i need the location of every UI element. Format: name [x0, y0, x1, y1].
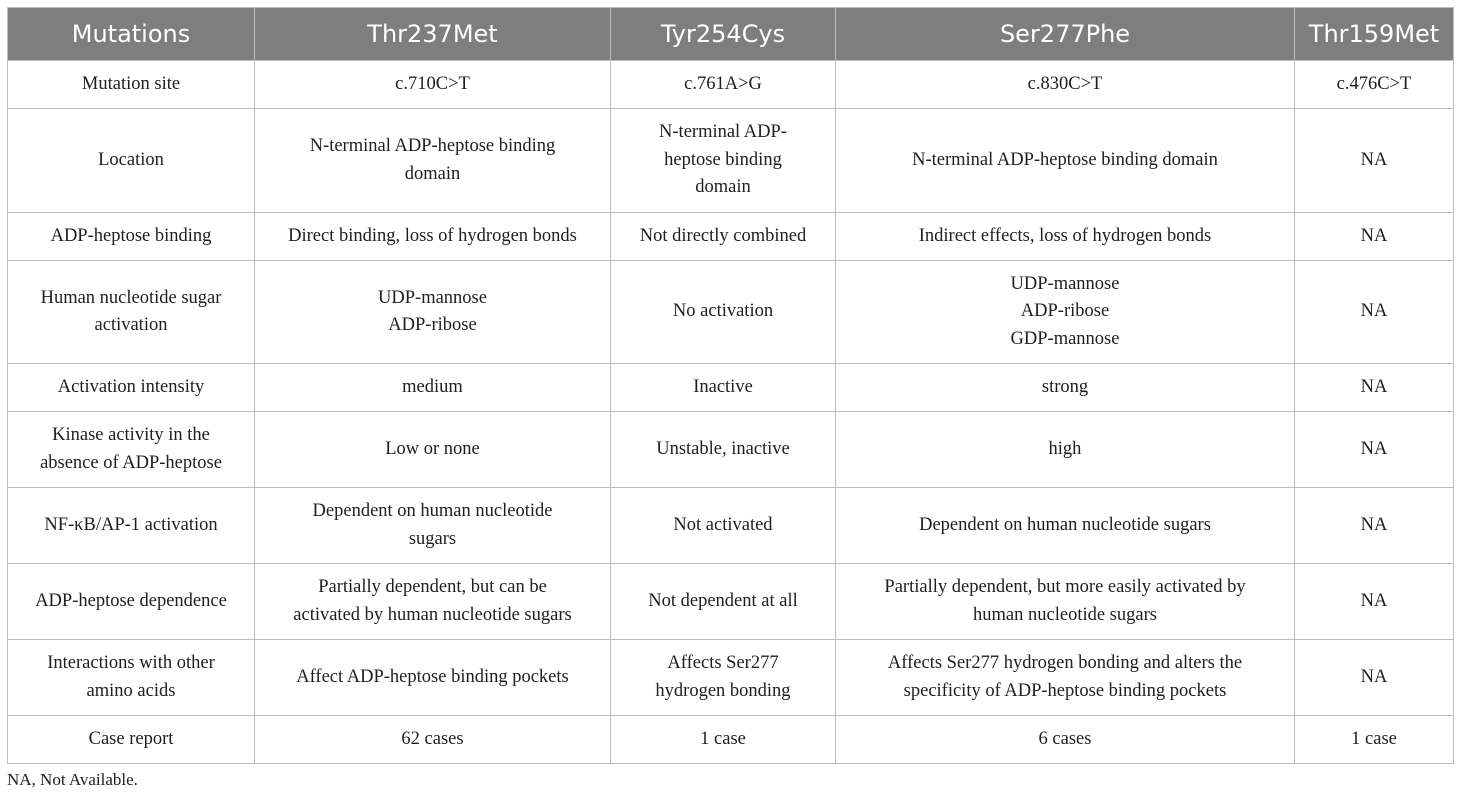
row-label: Location [8, 109, 255, 213]
table-cell: NA [1295, 488, 1454, 564]
table-cell: Affect ADP-heptose binding pockets [255, 640, 611, 716]
mutation-comparison-table [7, 7, 1454, 764]
table-cell: N-terminal ADP-heptose binding domain [836, 109, 1295, 213]
table-cell: Not activated [611, 488, 836, 564]
table-cell: 62 cases [255, 716, 611, 764]
row-label: Interactions with other amino acids [8, 640, 255, 716]
table-cell: 1 case [1295, 716, 1454, 764]
table-row-case-report [8, 716, 1454, 764]
table-cell: Partially dependent, but more easily activated by human nucleotide sugars [836, 564, 1295, 640]
table-cell: Not dependent at all [611, 564, 836, 640]
row-label: Activation intensity [8, 364, 255, 412]
table-cell: Indirect effects, loss of hydrogen bonds [836, 213, 1295, 261]
table-cell: c.761A>G [611, 61, 836, 109]
table-cell: NA [1295, 364, 1454, 412]
table-cell: medium [255, 364, 611, 412]
header-ser277phe: Ser277Phe [836, 8, 1295, 61]
table-cell: c.476C>T [1295, 61, 1454, 109]
table-cell: NA [1295, 109, 1454, 213]
table-cell: c.830C>T [836, 61, 1295, 109]
table-cell: Affects Ser277 hydrogen bonding [611, 640, 836, 716]
table-row-nucleotide-sugar-activation [8, 261, 1454, 364]
table-cell: Dependent on human nucleotide sugars [836, 488, 1295, 564]
table-footnote: NA, Not Available. [7, 770, 138, 789]
table-cell: NA [1295, 261, 1454, 364]
header-thr159met: Thr159Met [1295, 8, 1454, 61]
row-label: ADP-heptose binding [8, 213, 255, 261]
table-cell: N-terminal ADP-heptose binding domain [255, 109, 611, 213]
table-cell: Inactive [611, 364, 836, 412]
table-cell: NA [1295, 640, 1454, 716]
header-tyr254cys: Tyr254Cys [611, 8, 836, 61]
table-cell: 6 cases [836, 716, 1295, 764]
table-cell: Dependent on human nucleotide sugars [255, 488, 611, 564]
table-row-activation-intensity [8, 364, 1454, 412]
row-label: NF-κB/AP-1 activation [8, 488, 255, 564]
table-cell: c.710C>T [255, 61, 611, 109]
table-cell: Unstable, inactive [611, 412, 836, 488]
table-cell: N-terminal ADP- heptose binding domain [611, 109, 836, 213]
table-row-location [8, 109, 1454, 213]
table-cell: UDP-mannose ADP-ribose GDP-mannose [836, 261, 1295, 364]
table-row-kinase-activity [8, 412, 1454, 488]
row-label: Human nucleotide sugar activation [8, 261, 255, 364]
table-cell: high [836, 412, 1295, 488]
mutation-comparison-table-container [7, 7, 1453, 764]
table-cell: UDP-mannose ADP-ribose [255, 261, 611, 364]
table-cell: NA [1295, 412, 1454, 488]
table-cell: Affects Ser277 hydrogen bonding and alters the specificity of ADP-heptose binding pockets [836, 640, 1295, 716]
table-cell: NA [1295, 564, 1454, 640]
table-cell: No activation [611, 261, 836, 364]
table-cell: Partially dependent, but can be activated by human nucleotide sugars [255, 564, 611, 640]
table-cell: strong [836, 364, 1295, 412]
table-cell: Not directly combined [611, 213, 836, 261]
table-row-mutation-site [8, 61, 1454, 109]
header-mutations: Mutations [8, 8, 255, 61]
table-row-adp-heptose-binding [8, 213, 1454, 261]
row-label: ADP-heptose dependence [8, 564, 255, 640]
table-header-row [8, 8, 1454, 61]
table-row-adp-heptose-dependence [8, 564, 1454, 640]
row-label: Mutation site [8, 61, 255, 109]
row-label: Case report [8, 716, 255, 764]
table-cell: NA [1295, 213, 1454, 261]
table-cell: 1 case [611, 716, 836, 764]
row-label: Kinase activity in the absence of ADP-heptose [8, 412, 255, 488]
table-row-amino-acid-interactions [8, 640, 1454, 716]
table-row-nfkb-activation [8, 488, 1454, 564]
table-cell: Direct binding, loss of hydrogen bonds [255, 213, 611, 261]
header-thr237met: Thr237Met [255, 8, 611, 61]
table-cell: Low or none [255, 412, 611, 488]
